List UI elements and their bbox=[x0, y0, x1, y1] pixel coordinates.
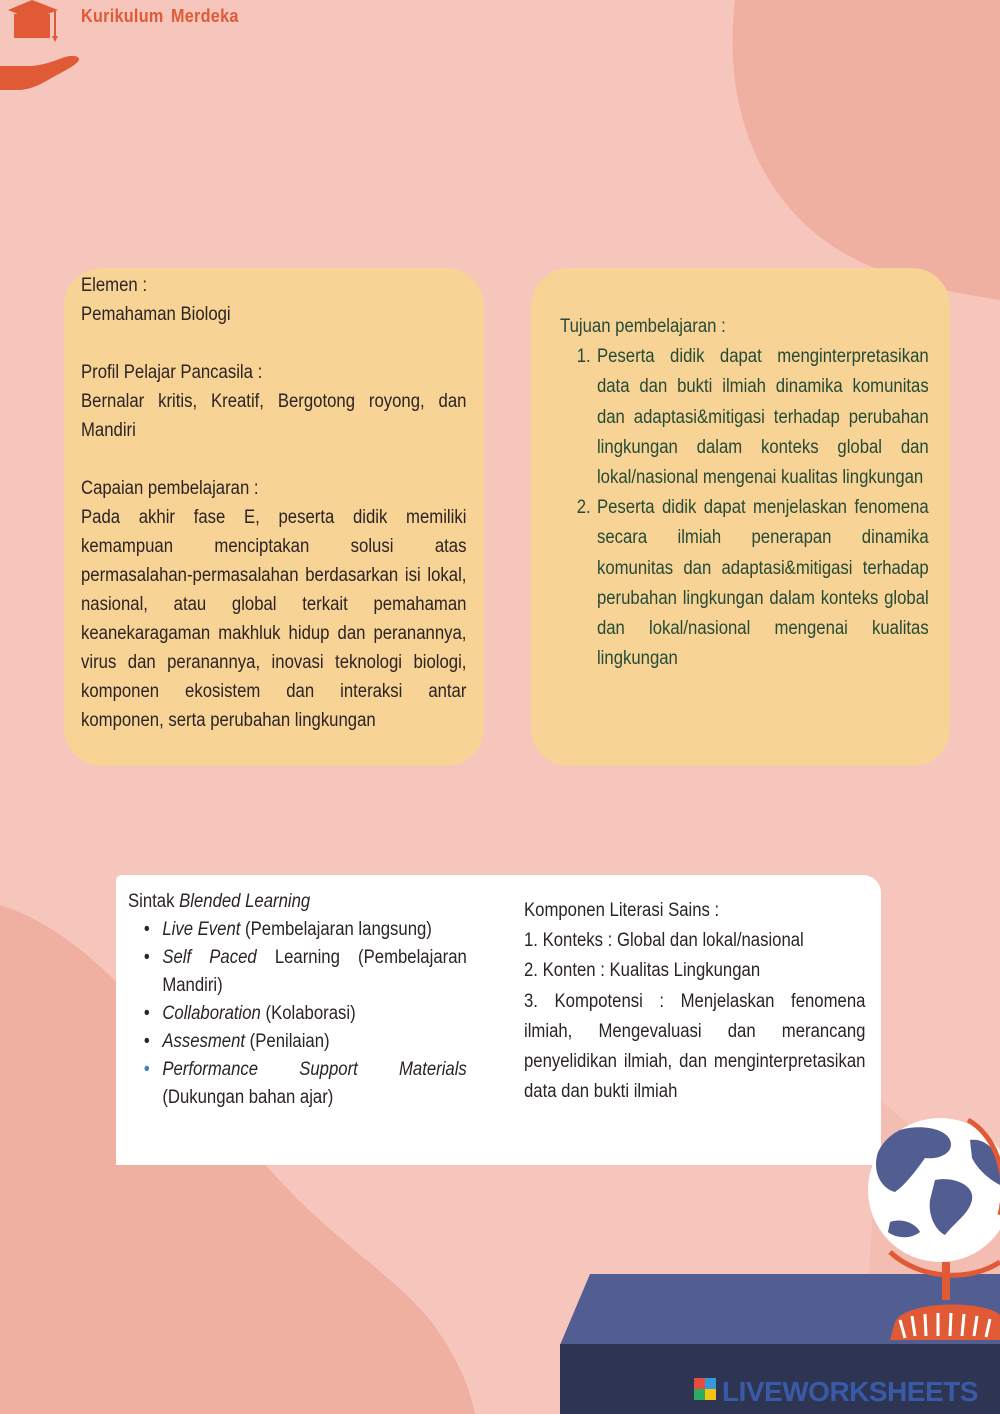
literasi-title: Komponen Literasi Sains : bbox=[524, 900, 720, 921]
capaian-label: Capaian pembelajaran : bbox=[81, 478, 259, 499]
sintak-item: • Self Paced Learning (Pembelajaran Mandiri) bbox=[143, 947, 467, 996]
sintak-item: • Performance Support Materials (Dukungan bahan ajar) bbox=[143, 1059, 467, 1108]
literasi-item: 1. Konteks : Global dan lokal/nasional bbox=[524, 930, 804, 952]
goal-item: 1. Peserta didik dapat menginterpretasikan data dan bukti ilmiah dinamika komunitas dan adaptasi&mitigasi terhadap perubahan lingkungan dalam konteks global dan lokal/nasional mengenai kualitas lingkungan bbox=[576, 346, 929, 489]
watermark-logo-icon bbox=[694, 1378, 716, 1400]
literasi-item: 3. Kompotensi : Menjelaskan fenomena ilmiah, Mengevaluasi dan merancang penyelidikan ilmiah, dan menginterpretasikan data dan bukti ilmiah bbox=[524, 990, 866, 1103]
literasi-item: 2. Konten : Kualitas Lingkungan bbox=[524, 960, 761, 982]
profile-label: Profil Pelajar Pancasila : bbox=[81, 362, 263, 383]
goal-item: 2. Peserta didik dapat menjelaskan fenomena secara ilmiah penerapan dinamika komunitas dan adaptasi&mitigasi terhadap perubahan lingkungan dalam konteks global dan lokal/nasional mengenai kualitas lingkungan bbox=[576, 497, 929, 670]
brand-title: Kurikulum Merdeka bbox=[81, 6, 239, 26]
capaian-value: Pada akhir fase E, peserta didik memiliki kemampuan menciptakan solusi atas permasalahan-permasalahan berdasarkan isi lokal, nasional, atau global terkait pemahaman keanekaragaman makhluk hidup dan peranannya, virus dan peranannya, inovasi teknologi biologi, komponen ekosistem dan interaksi antar komponen, serta perubahan lingkungan bbox=[81, 507, 467, 731]
watermark-text: LIVEWORKSHEETS bbox=[722, 1376, 978, 1407]
sintak-item: • Collaboration (Kolaborasi) bbox=[143, 1003, 356, 1024]
sintak-item: • Live Event (Pembelajaran langsung) bbox=[143, 919, 432, 940]
profile-value: Bernalar kritis, Kreatif, Bergotong royong, dan Mandiri bbox=[81, 391, 467, 441]
sintak-title: Sintak Blended Learning bbox=[128, 891, 311, 912]
goals-title: Tujuan pembelajaran : bbox=[560, 316, 726, 337]
sintak-item: • Assesment (Penilaian) bbox=[143, 1031, 330, 1052]
element-label: Elemen : bbox=[81, 275, 147, 296]
element-value: Pemahaman Biologi bbox=[81, 304, 231, 325]
